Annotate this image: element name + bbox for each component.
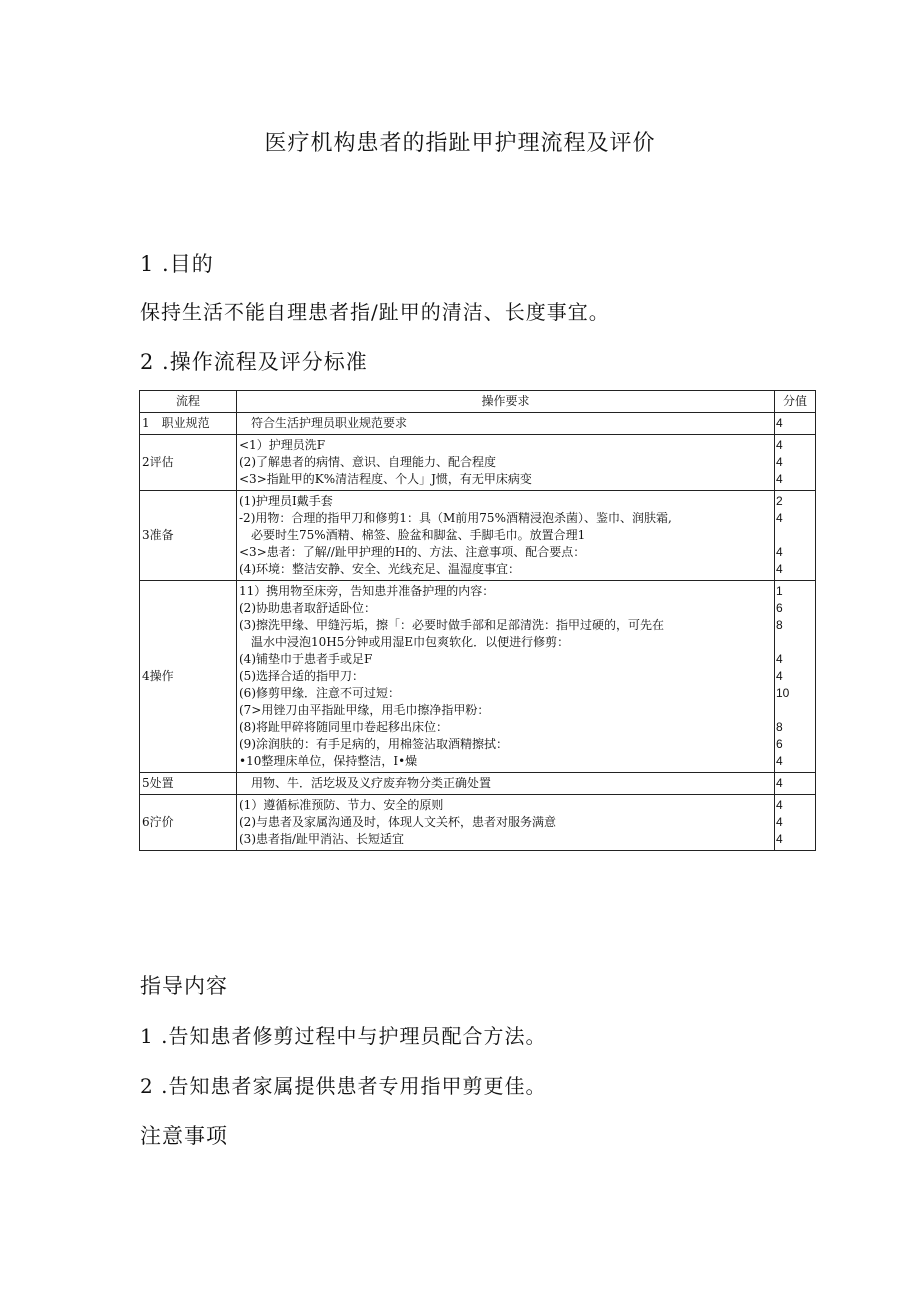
table-row xyxy=(140,773,816,795)
score-cell xyxy=(775,773,816,795)
score-value: 4 xyxy=(776,754,783,768)
requirement-line: -2)用物：合理的指甲刀和修剪1：具（M前用75%酒精浸泡杀菌）、鉴巾、润肤霜, xyxy=(239,511,672,525)
score-value: 1 xyxy=(776,584,783,598)
requirement-line: (9)涂润肤的：有手足病的，用棉签沾取酒精擦拭： xyxy=(239,737,508,751)
score-value: 8 xyxy=(776,720,783,734)
requirement-line: <3>指趾甲的K%清洁程度、个人」J惯，有无甲床病变 xyxy=(239,472,532,486)
guidance-item: 1 .告知患者修剪过程中与护理员配合方法。 xyxy=(140,1024,547,1048)
section-1-text: 保持生活不能自理患者指/趾甲的清洁、长度事宜。 xyxy=(140,300,610,324)
score-value xyxy=(776,702,812,719)
score-value: 4 xyxy=(776,511,783,525)
requirement-cell xyxy=(237,413,775,435)
requirement-line: (1）遵循标准预防、节力、安全的原则 xyxy=(239,798,444,812)
requirement-line: 用物、牛．活圪圾及义疗废弃物分类正确处置 xyxy=(239,776,492,790)
requirement-line: •10整理床单位，保持整洁，I•燥 xyxy=(239,754,418,768)
guidance-item: 2 .告知患者家属提供患者专用指甲剪更佳。 xyxy=(140,1074,547,1098)
requirement-cell xyxy=(237,795,775,851)
process-cell: 6泞价 xyxy=(140,795,237,851)
requirement-line: (2)与患者及家属沟通及时，体现人文关杯，患者对服务满意 xyxy=(239,815,557,829)
score-value: 4 xyxy=(776,455,783,469)
guidance-heading: 指导内容 xyxy=(140,974,228,998)
score-value: 8 xyxy=(776,618,783,632)
section-2-heading: 2 .操作流程及评分标准 xyxy=(140,350,368,374)
header-process: 流程 xyxy=(140,391,237,413)
table-row xyxy=(140,491,816,581)
score-cell xyxy=(775,491,816,581)
requirement-line: (3)患者指/趾甲消沾、长短适宜 xyxy=(239,832,405,846)
scoring-table xyxy=(139,390,816,851)
page-title: 医疗机构患者的指趾甲护理流程及评价 xyxy=(264,131,656,156)
table-row xyxy=(140,581,816,773)
score-cell xyxy=(775,581,816,773)
score-value: 4 xyxy=(776,652,783,666)
requirement-line: 温水中浸泡10H5分钟或用湿E巾包爽软化．以便进行修剪： xyxy=(239,635,570,649)
notes-heading: 注意事项 xyxy=(140,1124,228,1148)
process-cell: 5处置 xyxy=(140,773,237,795)
score-value: 10 xyxy=(776,686,790,700)
requirement-line: <3>患者：了解//趾甲护理的H的、方法、注意事项、配合要点： xyxy=(239,545,586,559)
table-row xyxy=(140,435,816,491)
score-value: 4 xyxy=(776,776,783,790)
process-cell: 1 职业规范 xyxy=(140,413,237,435)
requirement-line: (4)铺垫巾于患者手或足F xyxy=(239,652,373,666)
requirement-line: (8)将趾甲碎将随同里巾卷起移出床位： xyxy=(239,720,448,734)
header-score: 分值 xyxy=(775,391,816,413)
score-cell xyxy=(775,435,816,491)
score-value: 6 xyxy=(776,737,783,751)
score-value: 4 xyxy=(776,669,783,683)
requirement-line: (3)擦洗甲缘、甲缝污垢，擦「：必要时做手部和足部清洗：指甲过硬的，可先在 xyxy=(239,618,665,632)
requirement-line: <1）护理员洗F xyxy=(239,438,326,452)
requirement-line: 符合生活护理员职业规范要求 xyxy=(239,416,408,430)
score-value: 2 xyxy=(776,494,783,508)
requirement-line: (1)护理员I戴手套 xyxy=(239,494,333,508)
header-requirement: 操作要求 xyxy=(237,391,775,413)
score-value xyxy=(776,527,812,544)
score-value: 6 xyxy=(776,601,783,615)
section-1-heading: 1 .目的 xyxy=(140,252,214,276)
requirement-cell xyxy=(237,581,775,773)
score-value: 4 xyxy=(776,545,783,559)
score-value: 4 xyxy=(776,416,783,430)
requirement-cell xyxy=(237,491,775,581)
score-value: 4 xyxy=(776,562,783,576)
score-value xyxy=(776,634,812,651)
process-cell: 4操作 xyxy=(140,581,237,773)
requirement-line: 11）携用物至床旁，告知患并准备护理的内容： xyxy=(239,584,495,598)
table-row xyxy=(140,413,816,435)
requirement-line: (4)环境：整洁安静、安全、光线充足、温湿度事宜： xyxy=(239,562,521,576)
score-value: 4 xyxy=(776,798,783,812)
requirement-line: (6)修剪甲缘．注意不可过短： xyxy=(239,686,400,700)
requirement-line: (2)了解患者的病情、意识、自理能力、配合程度 xyxy=(239,455,496,469)
table-header-row xyxy=(140,391,816,413)
requirement-line: (5)选择合适的指甲刀： xyxy=(239,669,364,683)
score-value: 4 xyxy=(776,832,783,846)
requirement-cell xyxy=(237,773,775,795)
score-value: 4 xyxy=(776,815,783,829)
requirement-line: (2)协助患者取舒适卧位： xyxy=(239,601,376,615)
requirement-line: (7>用锉刀由平指趾甲缘，用毛巾擦净指甲粉： xyxy=(239,703,490,717)
score-value: 4 xyxy=(776,472,783,486)
process-cell: 2评估 xyxy=(140,435,237,491)
score-cell xyxy=(775,795,816,851)
score-value: 4 xyxy=(776,438,783,452)
requirement-line: 必要时生75%酒精、棉签、脸盆和脚盆、手脚毛巾。放置合理1 xyxy=(239,528,586,542)
score-cell xyxy=(775,413,816,435)
table-row xyxy=(140,795,816,851)
requirement-cell xyxy=(237,435,775,491)
process-cell: 3准备 xyxy=(140,491,237,581)
